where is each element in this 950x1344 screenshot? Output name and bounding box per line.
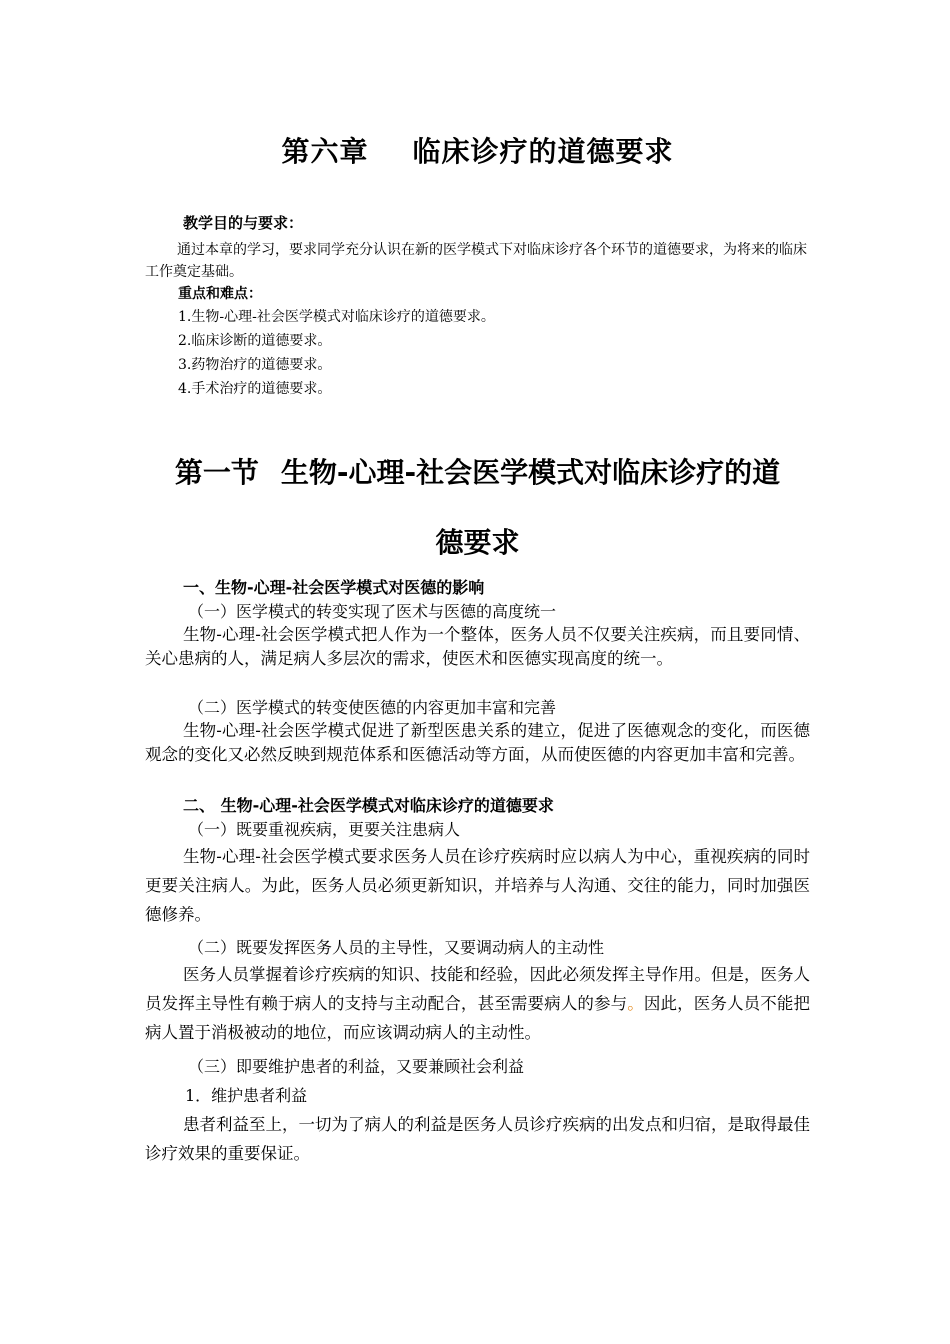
part1-para2: 生物-心理-社会医学模式促进了新型医患关系的建立，促进了医德观念的变化，而医德观念的变化又必然反映到规范体系和医德活动等方面，从而使医德的内容更加丰富和完善。 (145, 721, 810, 764)
part2-para2-a: 医务人员掌握着诊疗疾病的知识、技能和经验，因此必须发挥主导作用。但是，医务人员发挥主导性有赖于病人的支持与主动配合，甚至需要病人的参与 (145, 965, 810, 1013)
key-point-item: 4.手术治疗的道德要求。 (178, 381, 332, 397)
key-points-heading: 重点和难点： (178, 286, 262, 302)
part1-para1: 生物-心理-社会医学模式把人作为一个整体，医务人员不仅要关注疾病，而且要同情、关心患病的人，满足病人多层次的需求，使医术和医德实现高度的统一。 (145, 625, 810, 668)
chapter-title (145, 130, 810, 170)
part2-para3: 患者利益至上，一切为了病人的利益是医务人员诊疗疾病的出发点和归宿，是取得最佳诊疗效果的重要保证。 (145, 1115, 810, 1163)
part1-sub2: （二）医学模式的转变使医德的内容更加丰富和完善 (188, 698, 557, 717)
chapter-name: 临床诊疗的道德要求 (412, 135, 674, 168)
part1-sub1: （一）医学模式的转变实现了医术与医德的高度统一 (188, 602, 557, 621)
part2-para1: 生物-心理-社会医学模式要求医务人员在诊疗疾病时应以病人为中心，重视疾病的同时更要关注病人。为此，医务人员必须更新知识，并培养与人沟通、交往的能力，同时加强医德修养。 (145, 847, 810, 924)
section-title (145, 438, 810, 578)
section-number: 第一节 (174, 456, 259, 489)
part2-heading: 二、 生物-心理-社会医学模式对临床诊疗的道德要求 (183, 796, 554, 815)
part2-para2-b: 因此，医务人员不能把病人置于消极被动的地位，而应该调动病人的主动性。 (145, 994, 811, 1042)
key-point-item: 2.临床诊断的道德要求。 (178, 333, 332, 349)
section-title-line2: 德要求 (435, 526, 520, 559)
key-point-item: 1.生物-心理-社会医学模式对临床诊疗的道德要求。 (178, 309, 495, 325)
part1-heading: 一、生物-心理-社会医学模式对医德的影响 (183, 578, 485, 597)
part2-item1: 1．维护患者利益 (185, 1086, 308, 1105)
part2-sub3: （三）即要维护患者的利益，又要兼顾社会利益 (188, 1057, 525, 1076)
key-point-item: 3.药物治疗的道德要求。 (178, 357, 332, 373)
part2-para2-mark: 。 (627, 994, 644, 1013)
part2-para2 (145, 960, 810, 1047)
chapter-number: 第六章 (281, 135, 369, 168)
objectives-heading: 教学目的与要求： (183, 214, 304, 232)
objectives-body: 通过本章的学习，要求同学充分认识在新的医学模式下对临床诊疗各个环节的道德要求，为将来的临床工作奠定基础。 (145, 242, 807, 280)
part2-sub2: （二）既要发挥医务人员的主导性，又要调动病人的主动性 (188, 938, 605, 957)
section-title-line1: 生物-心理-社会医学模式对临床诊疗的道 (280, 456, 781, 489)
part2-sub1: （一）既要重视疾病，更要关注患病人 (188, 820, 461, 839)
